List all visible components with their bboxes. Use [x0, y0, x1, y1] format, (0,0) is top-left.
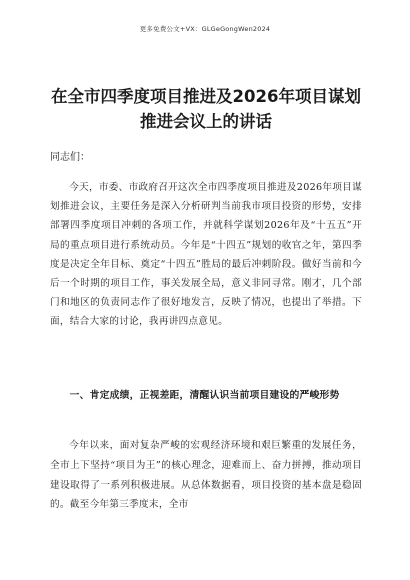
- section-1-heading: 一、肯定成绩，正视差距，清醒认识当前项目建设的严峻形势: [69, 390, 340, 401]
- header-note: 更多免费公文+VX：GLGeGongWen2024: [139, 25, 271, 33]
- section-1-paragraph: 今年以来，面对复杂严峻的宏观经济环境和艰巨繁重的发展任务，全市上下坚持“项目为王”的核心理念，迎难而上、奋力拼搏，推动项目建设取得了一系列积极进展。从总体数据看，项目投资的基本盘是稳固的。截至今年第三季度末，全市: [50, 440, 362, 511]
- salutation: 同志们：: [50, 152, 90, 163]
- section-1-body: [50, 436, 362, 515]
- document-title: 在全市四季度项目推进及2026年项目谋划推进会议上的讲话: [51, 87, 361, 131]
- intro-section: [50, 178, 362, 332]
- intro-paragraph: 今天，市委、市政府召开这次全市四季度项目推进及2026年项目谋划推进会议，主要任务是深入分析研判当前我市项目投资的形势，安排部署四季度项目冲刺的各项工作，并就科学谋划2026年及“十五五”开局的重点项目进行系统动员。今年是“十四五”规划的收官之年，第四季度是决定全年目标、奠定“十四五”胜局的最后冲刺阶段。做好当前和今后一个时期的项目工作，事关发展全局，意义非同寻常。刚才，几个部门和地区的负责同志作了很好地发言，反映了情况，也提出了举措。下面，结合大家的讨论，我再讲四点意见。: [50, 182, 362, 328]
